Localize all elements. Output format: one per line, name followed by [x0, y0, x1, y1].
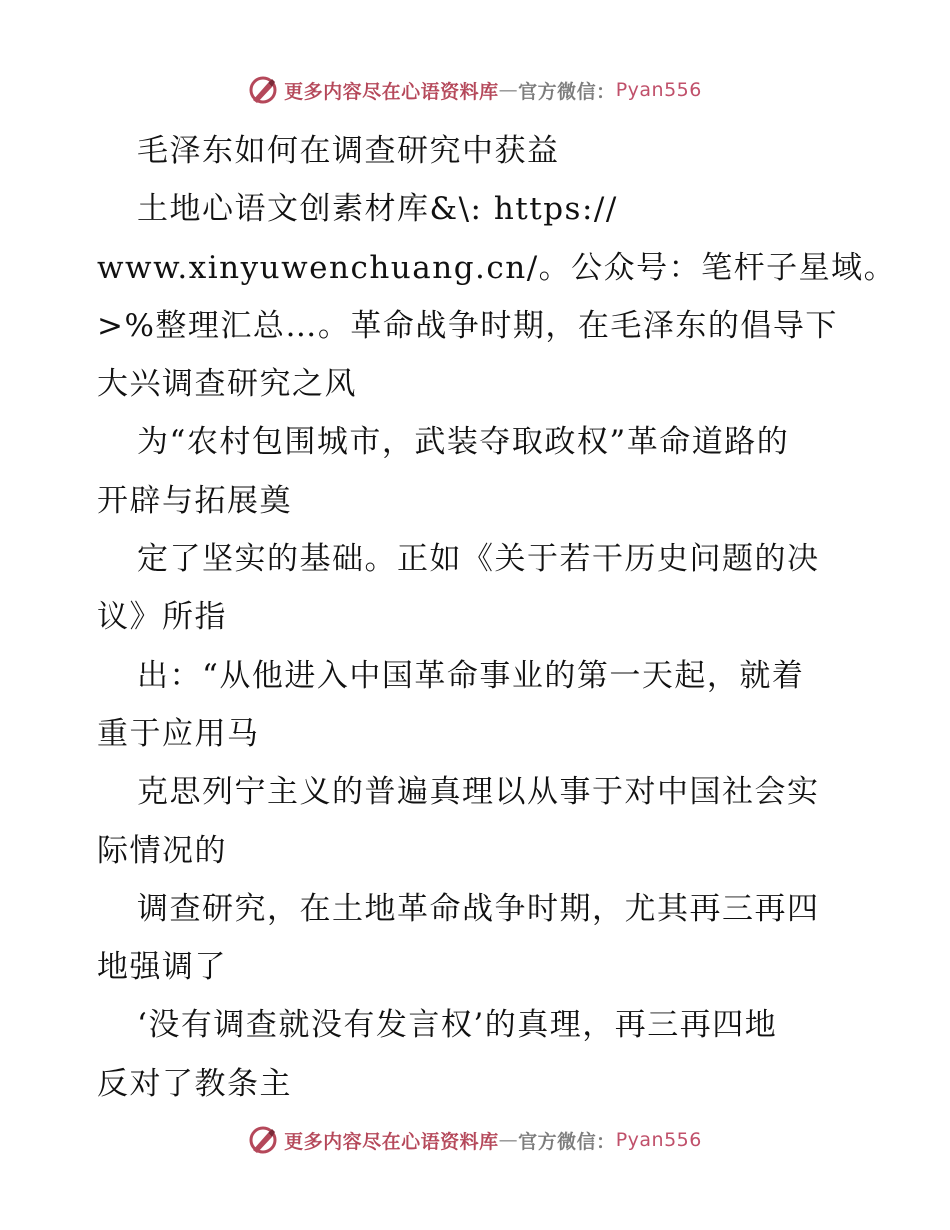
body-line: 地强调了 [97, 949, 227, 986]
header-banner [0, 70, 950, 110]
body-line: www.xinyuwenchuang.cn/。公众号：笔杆子星域。 [97, 249, 897, 286]
body-line: 际情况的 [97, 832, 227, 869]
body-line: 土地心语文创素材库&\: https:// [137, 191, 618, 228]
body-line: 调查研究，在土地革命战争时期，尤其再三再四 [137, 890, 820, 927]
body-line: 开辟与拓展奠 [97, 482, 292, 519]
body-line: 定了坚实的基础。正如《关于若干历史问题的决 [137, 541, 820, 578]
document-body [97, 122, 897, 1113]
banner-separator: — [498, 1129, 519, 1151]
pen-logo-icon [248, 1125, 278, 1155]
banner-wechat-id: Pyan556 [615, 79, 702, 101]
banner-separator: — [498, 79, 519, 101]
banner-wechat-id: Pyan556 [615, 1129, 702, 1151]
body-line: ‘没有调查就没有发言权’的真理，再三再四地 [137, 1007, 778, 1044]
banner-main-text: 更多内容尽在心语资料库 [284, 80, 499, 103]
body-line: >%整理汇总…。革命战争时期，在毛泽东的倡导下 [97, 307, 838, 344]
body-line: 大兴调查研究之风 [97, 366, 357, 403]
banner-official-label: 官方微信： [518, 80, 616, 103]
body-line: 议》所指 [97, 599, 227, 636]
banner-main-text: 更多内容尽在心语资料库 [284, 1130, 499, 1153]
footer-banner [0, 1120, 950, 1160]
banner-official-label: 官方微信： [518, 1130, 616, 1153]
body-line: 出：“从他进入中国革命事业的第一天起，就着 [137, 657, 805, 694]
body-line: 反对了教条主 [97, 1065, 292, 1102]
body-line: 克思列宁主义的普遍真理以从事于对中国社会实 [137, 774, 820, 811]
body-line: 为“农村包围城市，武装夺取政权”革命道路的 [137, 424, 790, 461]
body-line: 重于应用马 [97, 715, 260, 752]
pen-logo-icon [248, 75, 278, 105]
body-line: 毛泽东如何在调查研究中获益 [137, 133, 560, 169]
